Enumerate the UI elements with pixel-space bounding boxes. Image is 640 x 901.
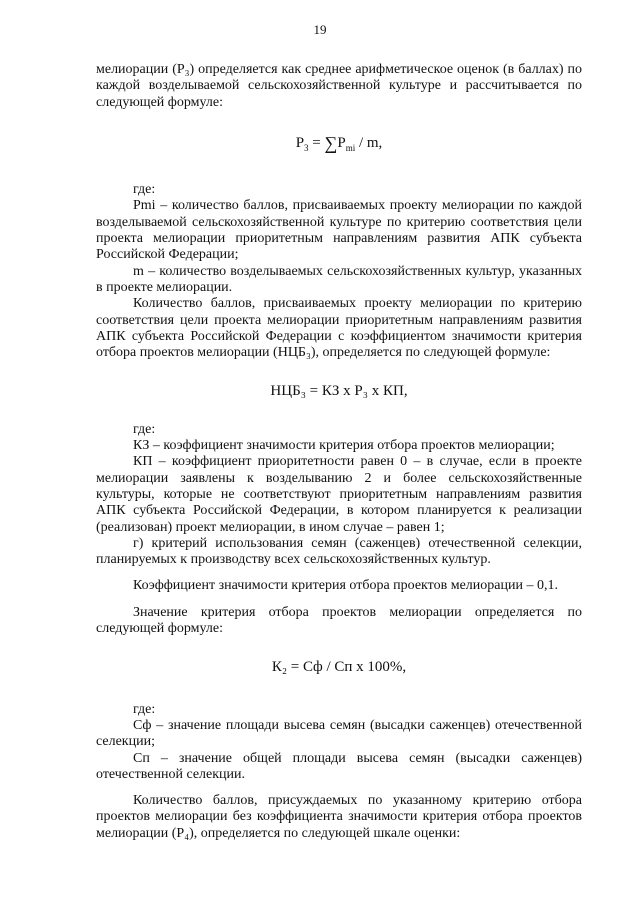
where-label-2: где: — [133, 421, 156, 437]
page-number: 19 — [313, 22, 327, 37]
where-label-1: где: — [133, 182, 156, 198]
formula-p3-lhs: Р — [295, 134, 305, 151]
definition-kz: КЗ – коэффициент значимости критерия отбора проектов мелиорации; — [133, 438, 555, 454]
formula-p3-term: P — [337, 134, 346, 151]
definition-pmi: Pmi – количество баллов, присваиваемых проекту мелиорации по каждой возделываемой сельскохозяйственной культуре по критерию соответствия цели проекта мелиорации приоритетным направлениям развития АПК субъекта Российской Федерации; — [96, 198, 582, 263]
formula-k2: К₂ = Сф / Сп х 100%, — [271, 659, 407, 676]
definition-kp: КП – коэффициент приоритетности равен 0 – в случае, если в проекте мелиорации заявлены к возделыванию 2 и более сельскохозяйственные культуры, которые не соответствуют приоритетным направлениям развития АПК субъекта Российской Федерации, в котором планируется к реализации (реализован) проект мелиорации, в ином случае – равен 1; — [96, 454, 582, 535]
paragraph-ncb3: Количество баллов, присваиваемых проекту мелиорации по критерию соответствия цели проекта мелиорации приоритетным направлениям развития АПК субъекта Российской Федерации с коэффициентом значимости критерия отбора проектов мелиорации (НЦБ₃), определяется по следующей формуле: — [96, 296, 582, 361]
definition-m: m – количество возделываемых сельскохозяйственных культур, указанных в проекте мелиорации. — [96, 263, 582, 295]
paragraph-k2: Значение критерия отбора проектов мелиорации определяется по следующей формуле: — [96, 604, 582, 637]
page-body — [96, 62, 582, 842]
formula-p3-eq: = — [308, 134, 325, 151]
paragraph-intro: мелиорации (Р₃) определяется как среднее арифметическое оценок (в баллах) по каждой возделываемой сельскохозяйственной культуре и рассчитывается по следующей формуле: — [96, 62, 582, 110]
definition-sf: Сф – значение площади высева семян (высадки саженцев) отечественной селекции; — [96, 717, 582, 750]
criterion-g: г) критерий использования семян (саженцев) отечественной селекции, планируемых к производству всех сельскохозяйственных культур. — [96, 535, 582, 568]
sum-symbol: ∑ — [324, 132, 338, 153]
coefficient-value: Коэффициент значимости критерия отбора проектов мелиорации – 0,1. — [133, 578, 558, 594]
where-label-3: где: — [133, 701, 156, 717]
formula-p3-rest: / m, — [355, 134, 383, 151]
paragraph-p4: Количество баллов, присуждаемых по указанному критерию отбора проектов мелиорации без коэффициента значимости критерия отбора проектов мелиорации (Р₄), определяется по следующей шкале оценки: — [96, 793, 582, 841]
formula-ncb3: НЦБ₃ = КЗ х Р₃ х КП, — [270, 383, 408, 400]
formula-p3-term-sub: mi — [345, 142, 356, 153]
formula-p3 — [96, 132, 582, 156]
definition-sp: Сп – значение общей площади высева семян (высадки саженцев) отечественной селекции. — [96, 750, 582, 782]
formula-p3-lhs-sub: 3 — [304, 142, 309, 153]
